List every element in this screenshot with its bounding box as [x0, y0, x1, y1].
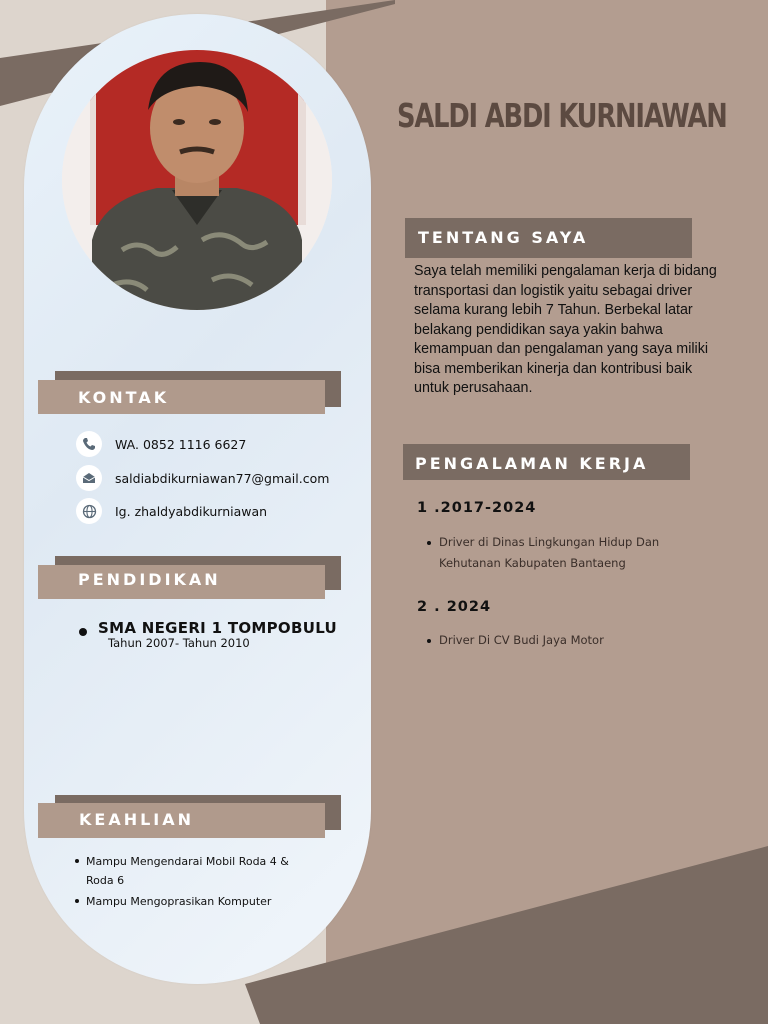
skill-item: Mampu Mengoprasikan Komputer: [86, 895, 272, 908]
experience-period: 2 . 2024: [417, 599, 492, 615]
school-name: SMA NEGERI 1 TOMPOBULU: [98, 619, 338, 637]
about-heading: TENTANG SAYA: [418, 228, 589, 247]
experience-period: 1 .2017-2024: [417, 500, 537, 516]
skill-bullet: [75, 859, 79, 863]
mail-icon: [76, 465, 102, 491]
school-years: Tahun 2007- Tahun 2010: [108, 636, 250, 650]
skills-heading: KEAHLIAN: [79, 810, 195, 829]
contact-instagram[interactable]: [76, 498, 267, 524]
education-bullet: [79, 628, 87, 636]
education-heading: PENDIDIKAN: [78, 570, 221, 589]
skill-item: Mampu Mengendarai Mobil Roda 4 & Roda 6: [86, 855, 289, 887]
contact-email-text: saldiabdikurniawan77@gmail.com: [115, 470, 330, 486]
experience-heading: PENGALAMAN KERJA: [415, 454, 649, 473]
about-text: Saya telah memiliki pengalaman kerja di bidang transportasi dan logistik yaitu sebagai driver selama kurang lebih 7 Tahun. Berbekal latar belakang pendidikan saya yakin bahwa kemampuan dan pengalaman yang saya miliki bisa memberikan kinerja dan kontribusi baik untuk perusahaan.: [414, 263, 717, 396]
skill-bullet: [75, 899, 79, 903]
experience-item: Driver di Dinas Lingkungan Hidup Dan Kehutanan Kabupaten Bantaeng: [439, 535, 660, 570]
contact-email[interactable]: [76, 465, 329, 491]
experience-bullet: [427, 639, 431, 643]
person-name: SALDI ABDI KURNIAWAN: [397, 96, 727, 135]
contact-heading: KONTAK: [78, 388, 170, 407]
experience-item: Driver Di CV Budi Jaya Motor: [439, 633, 604, 647]
contact-instagram-text: Ig. zhaldyabdikurniawan: [115, 503, 268, 519]
contact-phone-text: WA. 0852 1116 6627: [115, 436, 247, 452]
experience-bullet: [427, 541, 431, 545]
profile-photo: [62, 50, 332, 310]
phone-icon: [76, 431, 102, 457]
contact-phone[interactable]: [76, 431, 246, 457]
globe-icon: [76, 498, 102, 524]
